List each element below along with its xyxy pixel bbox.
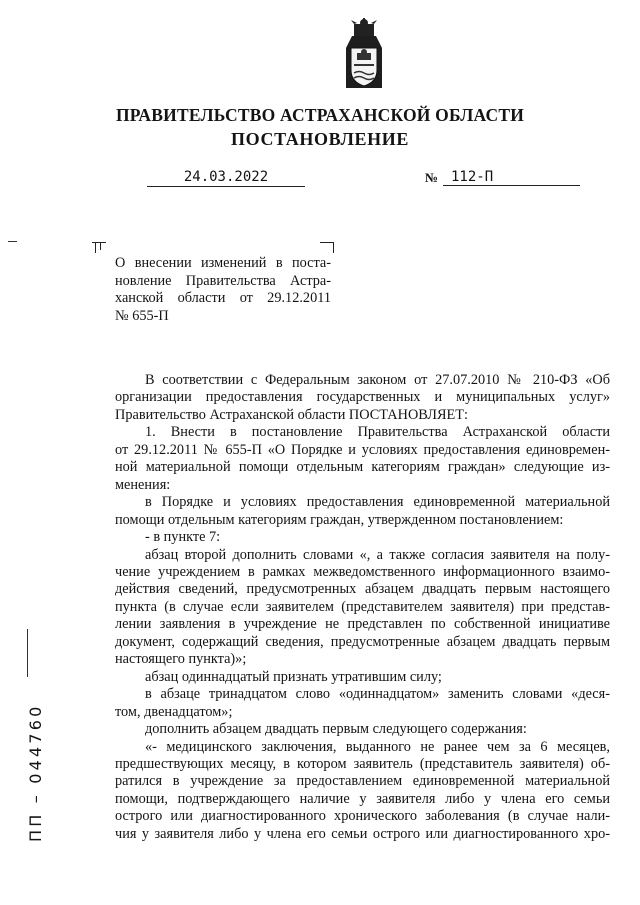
body-line: помощи, подтверждающего наличие у заявителя либо у члена его семьи — [115, 790, 610, 807]
body-line: ной материальной помощи отдельным категориям граждан» следующие из- — [115, 459, 610, 476]
body-line: 1. Внести в постановление Правительства Астраханской области — [145, 424, 610, 441]
number-sign: № — [425, 170, 439, 185]
subject-line: ханской области от 29.12.2011 — [115, 290, 331, 306]
body-line: документ, содержащий сведения, предусмотренные абзацем двадцать первым — [115, 633, 610, 650]
body-line: от 29.12.2011 № 655-П «О Порядке и условиях предоставления единовремен- — [115, 441, 610, 458]
body-line: ратился в учреждение за предоставлением единовременной материальной — [115, 773, 610, 790]
subject-line: № 655-П — [115, 307, 169, 324]
document-number: 112-П — [443, 169, 580, 186]
form-serial-number: ПП – 044760 — [26, 703, 45, 842]
margin-bar — [27, 629, 28, 677]
body-line: действия сведений, предусмотренных абзацем двадцать первым настоящего — [115, 581, 610, 598]
body-text — [115, 372, 610, 843]
coat-of-arms-icon — [342, 18, 386, 92]
subject-corner-left — [92, 242, 106, 253]
subject-corner-right — [320, 242, 334, 253]
body-line: В соответствии с Федеральным законом от 27.07.2010 № 210-ФЗ «Об — [145, 372, 610, 388]
body-line: организации предоставления государственных и муниципальных услуг» — [115, 389, 610, 406]
body-line: в абзаце тринадцатом слово «одиннадцатом» заменить словами «деся- — [145, 686, 610, 703]
body-line: чение учреждением в рамках межведомственного информационного взаимо- — [115, 563, 610, 580]
body-line: пункта (в случае если заявителем (представителем заявителя) при представ- — [115, 598, 610, 615]
document-date: 24.03.2022 — [147, 169, 305, 187]
body-line: менения: — [115, 476, 171, 493]
body-line: - в пункте 7: — [145, 529, 221, 546]
margin-tick — [8, 241, 17, 242]
document-type: ПОСТАНОВЛЕНИЕ — [231, 129, 409, 149]
body-line: острого или диагностированного хронического заболевания (в случае нали- — [115, 808, 610, 825]
subject-block — [115, 255, 331, 325]
body-line: абзац одиннадцатый признать утратившим силу; — [145, 668, 442, 685]
subject-line: новление Правительства Астра- — [115, 272, 331, 289]
body-line: настоящего пункта)»; — [115, 651, 247, 668]
body-line: помощи отдельным категориям граждан, утвержденном постановлением: — [115, 511, 564, 528]
body-line: предшествующих месяцу, в котором заявитель (представитель заявителя) об- — [115, 755, 610, 772]
subject-line: О внесении изменений в поста- — [115, 255, 331, 271]
body-line: «- медицинского заключения, выданного не ранее чем за 6 месяцев, — [145, 738, 610, 755]
body-line: чия у заявителя либо у члена его семьи острого или диагностированного хро- — [115, 825, 610, 842]
organization-name: ПРАВИТЕЛЬСТВО АСТРАХАНСКОЙ ОБЛАСТИ — [115, 105, 525, 125]
body-line: лении заявления в учреждение не представлен по собственной инициативе — [115, 616, 610, 633]
body-line: в Порядке и условиях предоставления единовременной материальной — [145, 494, 610, 511]
body-line: том, двенадцатом»; — [115, 703, 233, 720]
body-line: Правительство Астраханской области ПОСТАНОВЛЯЕТ: — [115, 406, 468, 423]
body-line: абзац второй дополнить словами «, а также согласия заявителя на полу- — [145, 546, 610, 563]
body-line: дополнить абзацем двадцать первым следующего содержания: — [145, 721, 527, 738]
